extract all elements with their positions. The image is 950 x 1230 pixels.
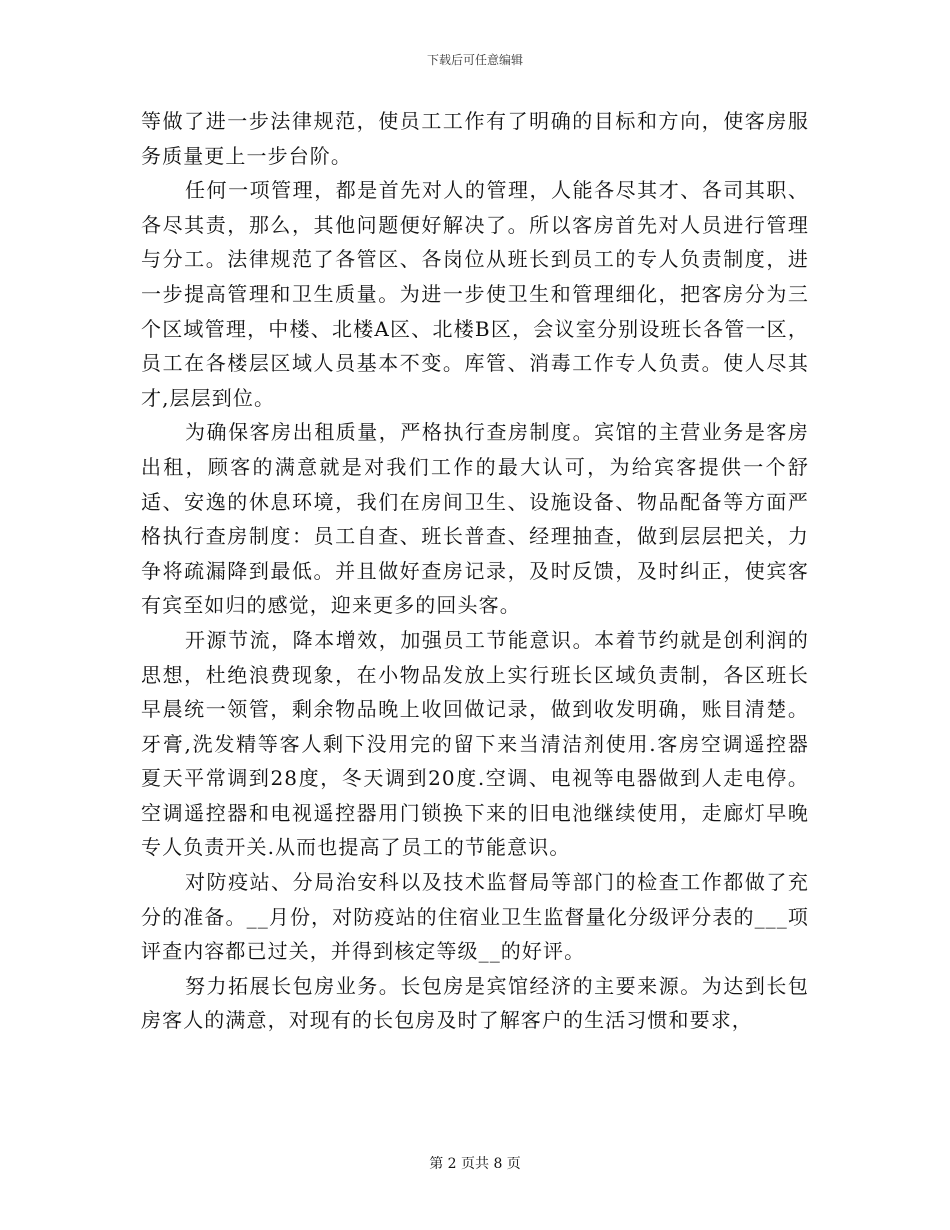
page-header: 下载后可任意编辑: [426, 53, 523, 67]
paragraph: 开源节流，降本增效，加强员工节能意识。本着节约就是创利润的思想，杜绝浪费现象，在小物品发放上实行班长区域负责制，各区班长早晨统一领管，剩余物品晚上收回做记录，做到收发明确，账目清楚。牙膏,洗发精等客人剩下没用完的留下来当清洁剂使用.客房空调遥控器夏天平常调到28度，冬天调到20度.空调、电视等电器做到人走电停。空调遥控器和电视遥控器用门锁换下来的旧电池继续使用，走廊灯早晚专人负责开关.从而也提高了员工的节能意识。: [141, 627, 809, 860]
paragraph: 努力拓展长包房业务。长包房是宾馆经济的主要来源。为达到长包房客人的满意，对现有的长包房及时了解客户的生活习惯和要求，: [141, 973, 809, 1033]
page-number: 第 2 页共 8 页: [429, 1156, 521, 1172]
document-body: [141, 104, 809, 1038]
paragraph: 为确保客房出租质量，严格执行查房制度。宾馆的主营业务是客房出租，顾客的满意就是对我们工作的最大认可，为给宾客提供一个舒适、安逸的休息环境，我们在房间卫生、设施设备、物品配备等方面严格执行查房制度：员工自查、班长普查、经理抽查，做到层层把关，力争将疏漏降到最低。并且做好查房记录，及时反馈，及时纠正，使宾客有宾至如归的感觉，迎来更多的回头客。: [141, 420, 809, 618]
paragraph: 对防疫站、分局治安科以及技术监督局等部门的检查工作都做了充分的准备。__月份，对防疫站的住宿业卫生监督量化分级评分表的___项评查内容都已过关，并得到核定等级__的好评。: [141, 870, 809, 964]
paragraph: 任何一项管理，都是首先对人的管理，人能各尽其才、各司其职、各尽其责，那么，其他问题便好解决了。所以客房首先对人员进行管理与分工。法律规范了各管区、各岗位从班长到员工的专人负责制度，进一步提高管理和卫生质量。为进一步使卫生和管理细化，把客房分为三个区域管理，中楼、北楼A区、北楼B区，会议室分别设班长各管一区，员工在各楼层区域人员基本不变。库管、消毒工作专人负责。使人尽其才,层层到位。: [141, 178, 809, 410]
paragraph: 等做了进一步法律规范，使员工工作有了明确的目标和方向，使客房服务质量更上一步台阶。: [141, 109, 809, 168]
